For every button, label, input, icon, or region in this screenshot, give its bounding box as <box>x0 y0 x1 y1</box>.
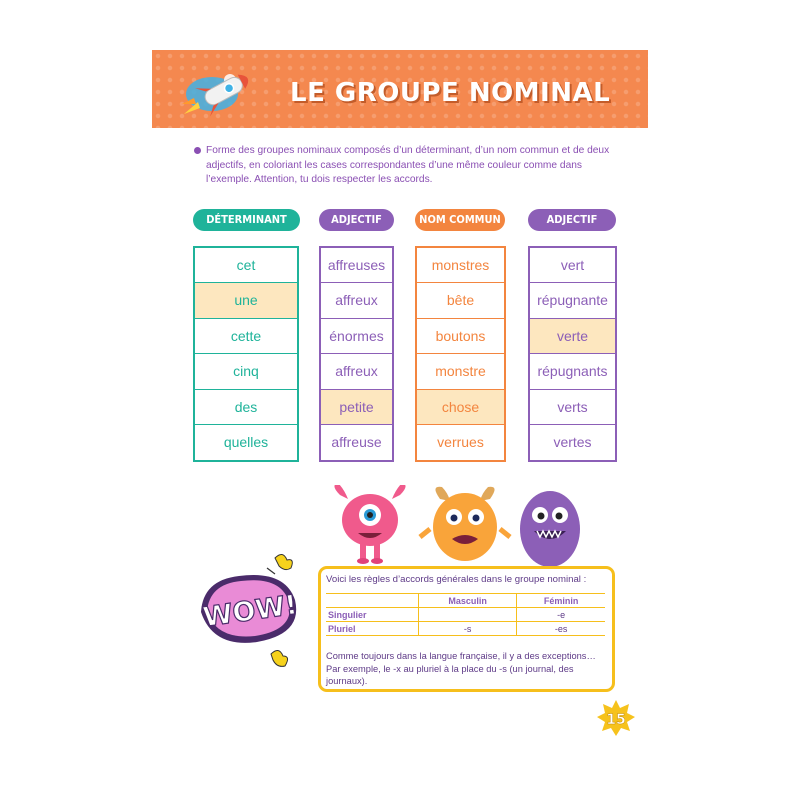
nom-commun-cell[interactable]: verrues <box>437 433 484 450</box>
header-adjectif-1: ADJECTIF <box>319 209 394 231</box>
determinant-cell[interactable]: cet <box>195 248 297 283</box>
page-number-badge <box>597 700 635 736</box>
rules-note: Comme toujours dans la langue française, il y a des exceptions… Par exemple, le -x au pluriel à la place du -s (un journal, des journaux). <box>326 651 596 686</box>
header-determinant: DÉTERMINANT <box>193 209 300 231</box>
nom-commun-cell[interactable]: monstre <box>417 354 504 389</box>
determinant-cell[interactable]: une <box>195 283 297 318</box>
determinant-cell[interactable]: quelles <box>223 433 269 450</box>
nom-commun-cell[interactable]: boutons <box>417 319 504 354</box>
adjectif-1-cell[interactable]: affreuses <box>321 248 392 283</box>
nom-commun-cell[interactable]: chose <box>417 390 504 425</box>
rocket-icon <box>180 58 260 120</box>
adjectif-2-column <box>528 246 617 462</box>
adjectif-1-cell[interactable]: petite <box>321 390 392 425</box>
rules-intro: Voici les règles d’accords générales dans le groupe nominal : <box>326 574 587 585</box>
wow-burst-icon <box>195 550 305 675</box>
adjectif-2-cell[interactable]: verte <box>530 319 615 354</box>
nom-commun-cell[interactable]: monstres <box>417 248 504 283</box>
adjectif-2-cell[interactable]: verts <box>530 390 615 425</box>
adjectif-1-cell[interactable]: énormes <box>321 319 392 354</box>
determinant-cell[interactable]: cette <box>195 319 297 354</box>
page-number: 15 <box>606 712 626 728</box>
adjectif-1-column <box>319 246 394 462</box>
table-cell: -e <box>517 608 605 622</box>
table-cell: Pluriel <box>326 622 419 636</box>
adjectif-1-cell[interactable]: affreux <box>321 354 392 389</box>
table-header-feminin: Féminin <box>517 594 605 608</box>
adjectif-2-cell[interactable]: répugnante <box>530 283 615 318</box>
table-cell: Singulier <box>326 608 419 622</box>
pink-monster-icon <box>334 485 405 564</box>
nom-commun-column <box>415 246 506 462</box>
rules-table <box>326 593 605 636</box>
determinant-cell[interactable]: des <box>195 390 297 425</box>
table-row <box>326 594 605 608</box>
nom-commun-cell[interactable]: bête <box>417 283 504 318</box>
monsters-illustration <box>330 485 590 570</box>
table-row <box>326 608 605 622</box>
table-cell <box>419 608 517 622</box>
table-row <box>326 622 605 636</box>
table-header-masculin: Masculin <box>419 594 517 608</box>
table-cell: -s <box>419 622 517 636</box>
bullet-icon <box>194 147 201 154</box>
purple-monster-icon <box>520 491 580 567</box>
page-title: LE GROUPE NOMINAL <box>290 78 611 108</box>
adjectif-2-cell[interactable]: répugnants <box>530 354 615 389</box>
table-cell: -es <box>517 622 605 636</box>
determinant-cell[interactable]: cinq <box>195 354 297 389</box>
adjectif-2-cell[interactable]: vert <box>530 248 615 283</box>
adjectif-1-cell[interactable]: affreuse <box>331 433 382 450</box>
wow-text: WOW! <box>201 589 300 634</box>
orange-monster-icon <box>420 487 510 561</box>
instructions-text: Forme des groupes nominaux composés d’un déterminant, d’un nom commun et de deux adjectifs, en coloriant les cases correspondantes d’une même couleur comme dans l’exemple. Attention, tu dois respecter les accords. <box>206 145 610 185</box>
determinant-column <box>193 246 299 462</box>
header-adjectif-2: ADJECTIF <box>528 209 616 231</box>
header-nom-commun: NOM COMMUN <box>415 209 505 231</box>
table-cell <box>326 594 419 608</box>
adjectif-1-cell[interactable]: affreux <box>321 283 392 318</box>
adjectif-2-cell[interactable]: vertes <box>553 433 592 450</box>
